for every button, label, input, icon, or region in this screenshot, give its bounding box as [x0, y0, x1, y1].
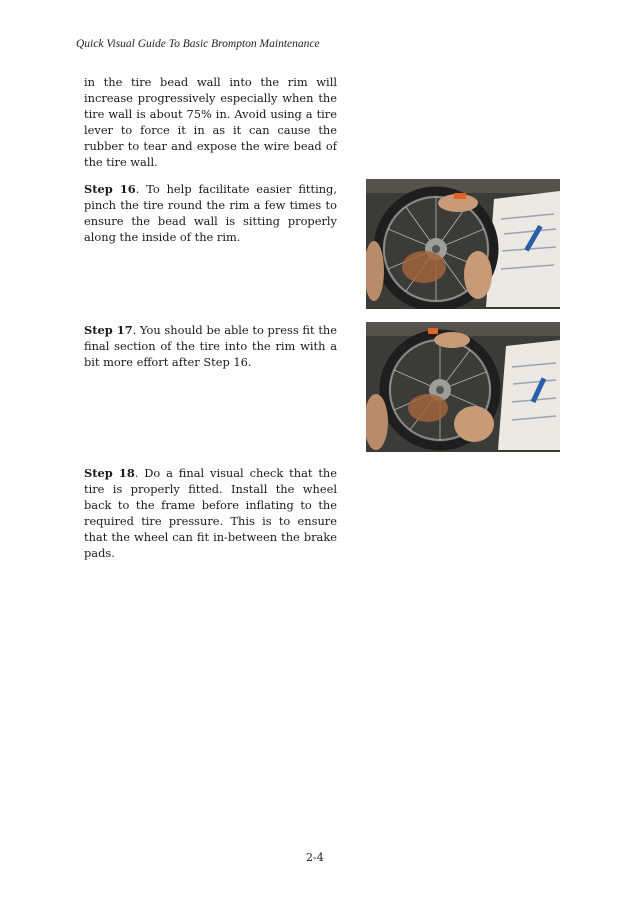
- step-18-label: Step 18: [84, 466, 135, 480]
- step-18-text: . Do a final visual check that the tire is properly fitted. Install the wheel back to the frame before inflating to the required tire pressure. This is to ensure that the wheel can fit in-between the brake pads.: [84, 466, 337, 560]
- step-17-photo: [366, 322, 560, 452]
- hand-top: [434, 332, 470, 348]
- step-16-paragraph: [84, 181, 337, 245]
- hand-right: [464, 251, 492, 299]
- step-17-text: . You should be able to press fit the final section of the tire into the rim with a bit more effort after Step 16.: [84, 323, 337, 369]
- manual-papers: [498, 340, 560, 450]
- hand-right: [454, 406, 494, 442]
- wristband: [428, 328, 438, 334]
- step-16-text: . To help facilitate easier fitting, pinch the tire round the rim a few times to ensure the bead wall is sitting properly along the inside of the rim.: [84, 182, 337, 244]
- step-17-label: Step 17: [84, 323, 133, 337]
- step-16-photo: [366, 179, 560, 309]
- step-16-photo-illustration: [366, 179, 560, 309]
- intro-paragraph: in the tire bead wall into the rim will increase progressively especially when the tire wall is about 75% in. Avoid using a tire lever to force it in as it can cause the rubber to tear and expose the wire bead of the tire wall.: [84, 75, 337, 169]
- step-18-paragraph: [84, 465, 337, 561]
- wristband: [454, 193, 466, 199]
- step-17-photo-illustration: [366, 322, 560, 452]
- step-16-label: Step 16: [84, 182, 136, 196]
- page-number: 2-4: [306, 851, 324, 864]
- step-17-paragraph: [84, 322, 337, 370]
- running-header: Quick Visual Guide To Basic Brompton Maintenance: [76, 38, 320, 50]
